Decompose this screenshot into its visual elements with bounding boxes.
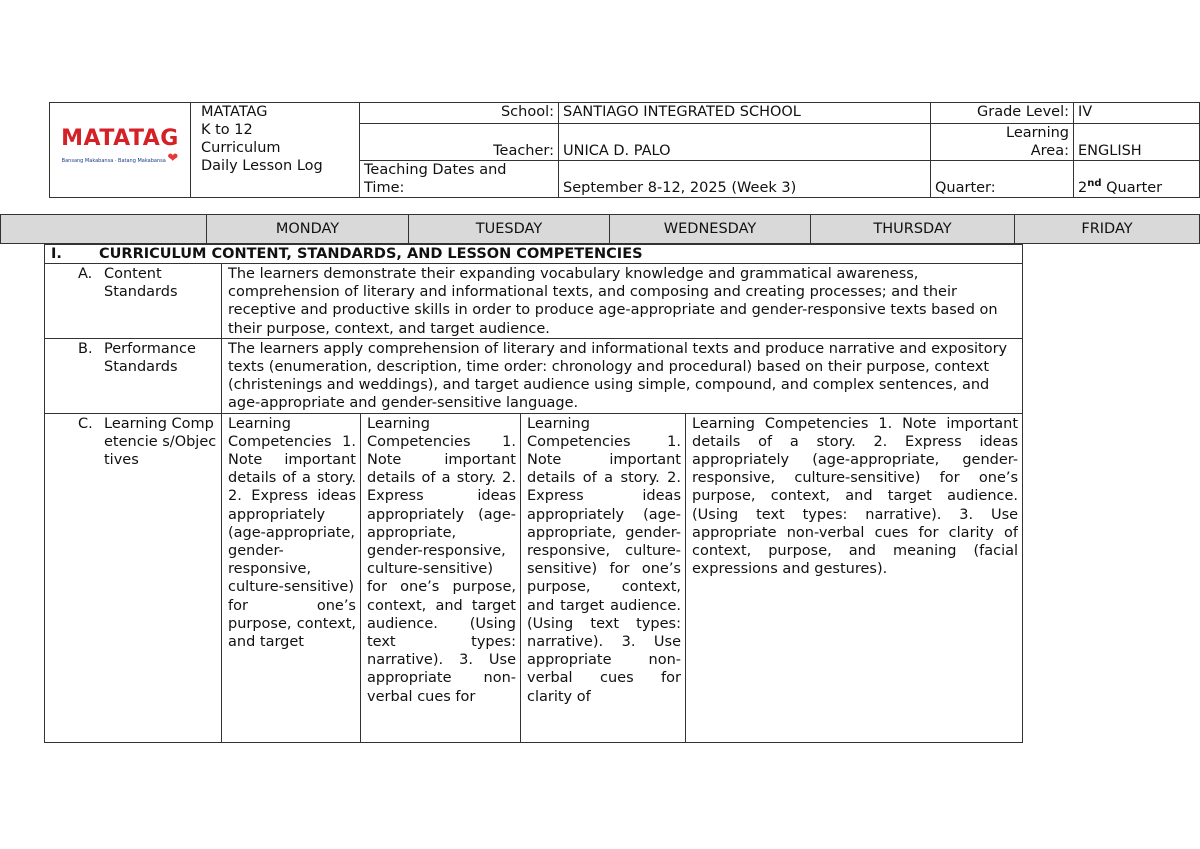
grade-label: Grade Level: [931,103,1074,124]
performance-standards-text: The learners apply comprehension of literary and informational texts and produce narrative and expository texts (enumeration, description, time order: chronology and procedural) based on their purpose, context (christenings and weddings), and target audience using simple, compound, and complex sentences, and age-appropriate and gender-sensitive language. [222,338,1023,413]
section-title: CURRICULUM CONTENT, STANDARDS, AND LESSON COMPETENCIES [99,246,643,262]
section-numeral: I. [51,246,62,262]
teacher-label: Teacher: [360,124,559,161]
school-value: SANTIAGO INTEGRATED SCHOOL [559,103,931,124]
learning-area-label [931,124,1074,161]
grade-value: IV [1074,103,1200,124]
competencies-tuesday [361,413,521,742]
dates-label-1: Teaching Dates and [364,162,507,178]
content-standards-text-label: Content Standards [104,266,178,301]
doc-title-line-4: Daily Lesson Log [201,158,323,174]
competencies-thursday-text: Learning Competencies 1. Note important details of a story. 2. Express ideas appropriately (age-appropriate, gender-responsive, culture-sensitive) for one’s purpose, context, and target audience. (Using text types: narrative). 3. Use appropriate non-verbal cues for clarity of context, purpose, and meaning (facial expressions and gestures). [692,415,1019,578]
doc-title-line-2: K to 12 [201,122,253,138]
dates-label-2: Time: [364,180,405,196]
day-header-friday: FRIDAY [1015,215,1200,244]
dates-value: September 8-12, 2025 (Week 3) [559,161,931,198]
competencies-wednesday [521,413,686,742]
header-table [49,102,1200,198]
day-header-wednesday: WEDNESDAY [610,215,811,244]
competencies-monday-text: Learning Competencies 1. Note important details of a story. 2. Express ideas appropriately (age-appropriate, gender-responsive, culture-sensitive) for one’s purpose, context, and target [228,415,356,651]
day-header-tuesday: TUESDAY [409,215,610,244]
quarter-value: 2nd Quarter [1074,161,1200,198]
competencies-label [45,413,222,742]
school-label: School: [360,103,559,124]
competencies-monday [222,413,361,742]
content-standards-label [45,264,222,339]
day-header-bar [0,214,1200,244]
content-standards-letter: A. [78,266,93,282]
doc-title-cell [191,103,360,198]
matatag-logo: MATATAG [61,126,179,151]
performance-standards-label [45,338,222,413]
section-title-row [45,245,1023,264]
performance-standards-letter: B. [78,340,93,357]
logo-cell [50,103,191,198]
competencies-text-label: Learning Competencie s/Objectives [104,415,217,469]
doc-title-line-3: Curriculum [201,140,281,156]
learning-area-value: ENGLISH [1074,124,1200,161]
competencies-letter: C. [78,415,93,432]
heart-icon: ❤ [167,151,179,166]
lesson-log-table [44,244,1023,743]
teacher-value: UNICA D. PALO [559,124,931,161]
content-standards-text: The learners demonstrate their expanding vocabulary knowledge and grammatical awareness, comprehension of literary and informational texts, and composing and creating processes; and their receptive and productive skills in order to produce age-appropriate and gender-responsive texts based on their purpose, context, and target audience. [222,264,1023,339]
performance-standards-text-label: Performance Standards [104,340,196,376]
learning-area-label-1: Learning [1006,125,1069,141]
learning-area-label-2: Area: [1030,143,1069,159]
day-header-blank [1,215,207,244]
dates-label [360,161,559,198]
day-header-thursday: THURSDAY [811,215,1015,244]
competencies-thursday [686,413,1023,742]
logo-tagline: Bansang Makabansa · Batang Makabansa ❤ [61,151,179,166]
quarter-label: Quarter: [931,161,1074,198]
day-header-monday: MONDAY [207,215,409,244]
competencies-wednesday-text: Learning Competencies 1. Note important details of a story. 2. Express ideas appropriately (age-appropriate, gender-responsive, culture-sensitive) for one’s purpose, context, and target audience. (Using text types: narrative). 3. Use appropriate non-verbal cues for clarity of [527,415,681,705]
competencies-tuesday-text: Learning Competencies 1. Note important details of a story. 2. Express ideas appropriately (age-appropriate, gender-responsive, culture-sensitive) for one’s purpose, context, and target audience. (Using text types: narrative). 3. Use appropriate non-verbal cues for [367,415,516,705]
doc-title-line-1: MATATAG [201,104,268,120]
